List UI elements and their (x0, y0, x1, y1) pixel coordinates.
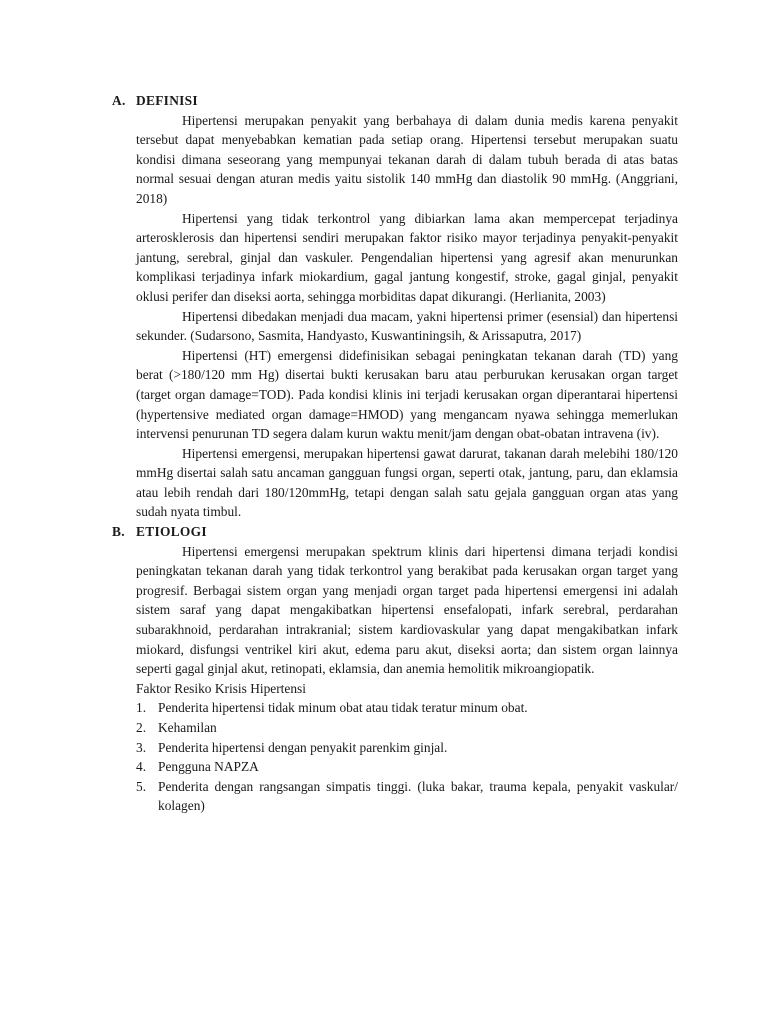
section-letter: A. (112, 93, 126, 108)
section-body (136, 542, 678, 816)
paragraph: Hipertensi emergensi merupakan spektrum klinis dari hipertensi dimana terjadi kondisi peningkatan tekanan darah yang tidak terkontrol yang berakibat pada kerusakan organ target yang progresif. Berbagai sistem organ yang menjadi organ target pada hipertensi emergensi ini adalah sistem saraf yang dapat mengakibatkan hipertensi ensefalopati, infark serebral, perdarahan subarakhnoid, perdarahan intrakranial; sistem kardiovaskular yang dapat mengakibatkan infark miokard, disfungsi ventrikel kiri akut, edema paru akut, diseksi aorta; dan sistem organ lainnya seperti gagal ginjal akut, retinopati, eklamsia, dan anemia hemolitik mikroangiopatik. (136, 543, 678, 677)
list-item-number: 1. (136, 700, 147, 716)
list-item-text: Penderita hipertensi tidak minum obat atau tidak teratur minum obat. (158, 700, 528, 716)
section-body (136, 111, 678, 522)
risk-factors-list (136, 698, 678, 816)
list-item-number: 4. (136, 759, 147, 775)
list-item-text: Penderita dengan rangsangan simpatis tinggi. (luka bakar, trauma kepala, penyakit vaskular/ kolagen) (158, 778, 678, 814)
document-body (112, 91, 678, 816)
paragraph: Hipertensi yang tidak terkontrol yang dibiarkan lama akan mempercepat terjadinya arterosklerosis dan hipertensi sendiri merupakan faktor risiko mayor terjadinya penyakit-penyakit jantung, serebral, ginjal dan vaskuler. Pengendalian hipertensi yang agresif akan menurunkan komplikasi terjadinya infark miokardium, gagal jantung kongestif, stroke, gagal ginjal, penyakit oklusi perifer dan diseksi aorta, sehingga morbiditas dapat dikurangi. (Herlianita, 2003) (136, 210, 678, 304)
paragraph: Hipertensi emergensi, merupakan hipertensi gawat darurat, takanan darah melebihi 180/120 mmHg disertai salah satu ancaman gangguan fungsi organ, seperti otak, jantung, paru, dan eklamsia atau lebih rendah dari 180/120mmHg, tetapi dengan salah satu gejala gangguan organ atas yang sudah nyata timbul. (136, 445, 678, 520)
section-heading (112, 522, 678, 542)
section-definisi (112, 91, 678, 522)
list-item (136, 698, 678, 718)
section-heading (112, 91, 678, 111)
list-item (136, 738, 678, 758)
section-title: DEFINISI (136, 93, 198, 108)
list-item-text: Kehamilan (158, 720, 217, 735)
list-item-number: 2. (136, 720, 147, 735)
section-letter: B. (112, 524, 125, 540)
section-title: ETIOLOGI (136, 524, 207, 540)
list-item-number: 3. (136, 739, 147, 755)
section-etiologi (112, 522, 678, 816)
paragraph: Hipertensi (HT) emergensi didefinisikan sebagai peningkatan tekanan darah (TD) yang berat (>180/120 mm Hg) disertai bukti kerusakan baru atau perburukan kerusakan organ target (target organ damage=TOD). Pada kondisi klinis ini terjadi kerusakan organ diperantarai hipertensi (hypertensive mediated organ damage=HMOD) yang mengancam nyawa sehingga memerlukan intervensi penurunan TD segera dalam kurun waktu menit/jam dengan obat-obatan intravena (iv). (136, 347, 678, 442)
list-item-text: Penderita hipertensi dengan penyakit parenkim ginjal. (158, 739, 448, 755)
risk-factors-heading: Faktor Resiko Krisis Hipertensi (136, 680, 306, 696)
list-item (136, 757, 678, 777)
list-item (136, 718, 678, 738)
list-item-text: Pengguna NAPZA (158, 759, 259, 775)
list-item (136, 777, 678, 816)
list-item-number: 5. (136, 778, 147, 794)
paragraph: Hipertensi dibedakan menjadi dua macam, yakni hipertensi primer (esensial) dan hipertensi sekunder. (Sudarsono, Sasmita, Handyasto, Kuswantiningsih, & Arissaputra, 2017) (136, 308, 678, 344)
paragraph: Hipertensi merupakan penyakit yang berbahaya di dalam dunia medis karena penyakit tersebut dapat menyebabkan kematian pada setiap orang. Hipertensi tersebut merupakan suatu kondisi dimana seseorang yang mempunyai tekanan darah di dalam tubuh berada di atas batas normal sesuai dengan aturan medis yaitu sistolik 140 mmHg dan diastolik 90 mmHg. (Anggriani, 2018) (136, 112, 678, 206)
